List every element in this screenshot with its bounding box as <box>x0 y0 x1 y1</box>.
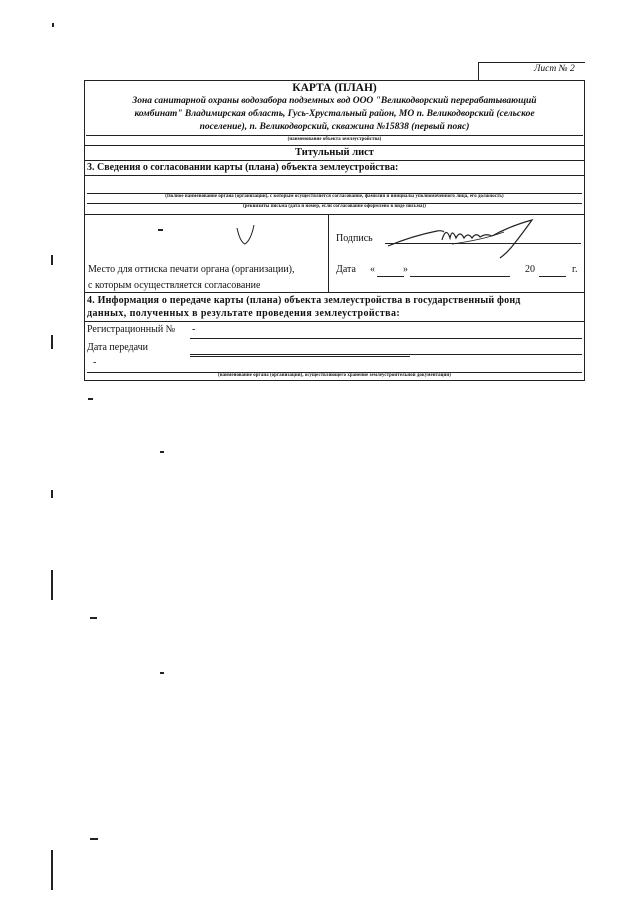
date-quote-open: « <box>370 264 375 275</box>
scan-speck <box>51 490 53 498</box>
transfer-date-line[interactable] <box>190 354 582 355</box>
date-quote-close: » <box>403 264 408 275</box>
date-year-line[interactable] <box>539 276 566 277</box>
registration-label: Регистрационный № <box>87 324 176 335</box>
registration-value: - <box>192 324 196 335</box>
scan-speck <box>90 617 97 619</box>
stamp-label-line1: Место для оттиска печати органа (организации), <box>88 264 295 275</box>
subtitle-divider <box>84 160 585 161</box>
object-caption: (наименование объекта землеустройства) <box>287 137 382 142</box>
stamp-dash-mark <box>158 229 163 231</box>
object-line-2: комбинат" Владимирская область, Гусь-Хрустальный район, МО п. Великодворский (сельское <box>134 109 535 119</box>
scan-speck <box>51 850 53 890</box>
scan-speck <box>160 451 164 453</box>
section3-heading-divider <box>84 175 585 176</box>
section4-heading-line1: 4. Информация о передаче карты (плана) объекта землеустройства в государственный фонд <box>87 295 521 306</box>
date-label: Дата <box>336 264 356 275</box>
object-underline <box>86 135 583 136</box>
registration-line[interactable] <box>190 338 582 339</box>
section4-heading-divider <box>84 321 585 322</box>
section4-dash: - <box>93 357 97 368</box>
stamp-label-line2: с которым осуществляется согласование <box>88 280 261 291</box>
sheet-box-left <box>478 62 479 80</box>
object-line-3: поселение), п. Великодворский, скважина №15838 (первый пояс) <box>199 122 470 132</box>
scan-speck <box>51 255 53 265</box>
section3-caption-divider <box>84 214 585 215</box>
transfer-date-label: Дата передачи <box>87 342 149 353</box>
section3-caption2: (реквизиты письма (дата и номер, если согласование оформлено в виде письма)) <box>243 204 426 209</box>
sheet-box-top <box>478 62 585 63</box>
scan-speck <box>160 672 164 674</box>
title-divider <box>84 145 585 146</box>
handwritten-signature <box>382 218 542 262</box>
section4-heading-line2: данных, полученных в результате проведения землеустройства: <box>87 308 401 319</box>
section3-heading: 3. Сведения о согласовании карты (плана) объекта землеустройства: <box>87 162 399 173</box>
scan-speck <box>51 335 53 349</box>
object-line-1: Зона санитарной охраны водозабора подземных вод ООО "Великодворский перерабатывающий <box>132 96 537 106</box>
stamp-check-mark <box>234 222 258 248</box>
signature-label: Подпись <box>336 233 373 244</box>
stamp-signature-divider <box>328 214 329 292</box>
date-year-prefix: 20 <box>525 264 535 275</box>
section3-caption1: (Полное наименование органа (организации), с которым осуществляется согласование, фамилия и инициалы уполномоченного лица, его должность) <box>165 194 504 199</box>
transfer-date-underline <box>190 356 410 357</box>
section4-top-divider <box>84 292 585 293</box>
date-year-suffix: г. <box>572 264 578 275</box>
scan-speck <box>51 570 53 600</box>
date-day-line[interactable] <box>377 276 404 277</box>
map-title: КАРТА (ПЛАН) <box>292 82 377 94</box>
sheet-number: Лист № 2 <box>534 64 575 74</box>
scan-speck <box>52 23 54 27</box>
scan-speck <box>90 838 98 840</box>
date-month-line[interactable] <box>410 276 510 277</box>
scan-speck <box>88 398 93 400</box>
custodian-caption: (наименование органа (организации), осуществляющего хранение землеустроительной документации) <box>218 373 451 378</box>
subtitle: Титульный лист <box>295 147 374 158</box>
